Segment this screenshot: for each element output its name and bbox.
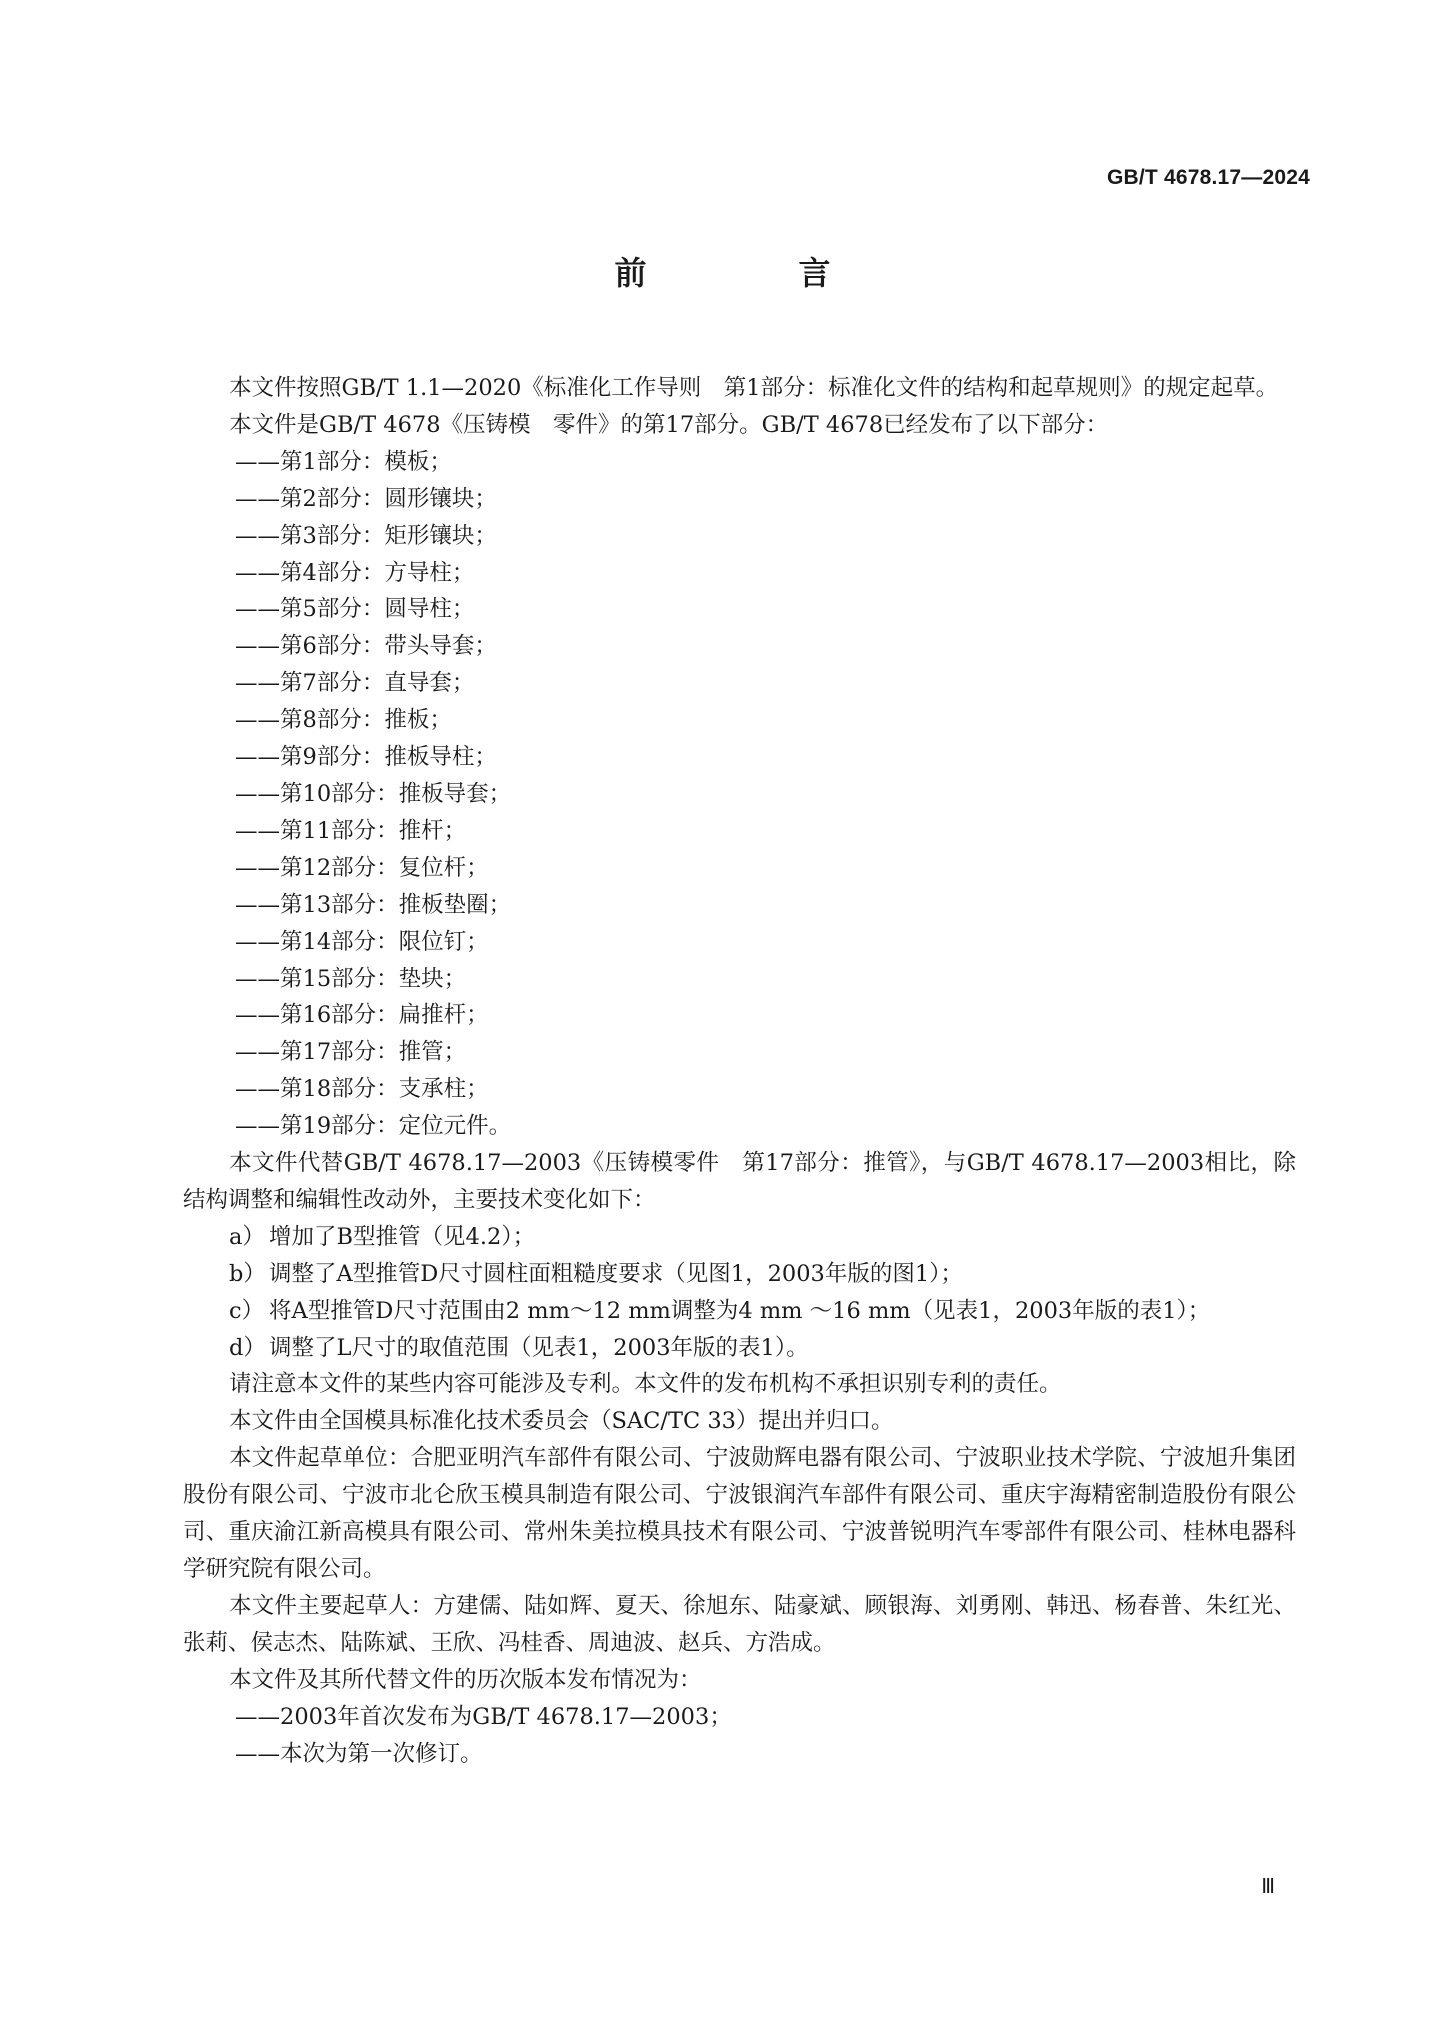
intro-paragraph-2: 本文件是GB/T 4678《压铸模 零件》的第17部分。GB/T 4678已经发布了以下部分： xyxy=(229,411,1109,438)
list-item xyxy=(183,1256,1296,1293)
history-list xyxy=(183,1699,1296,1773)
page-number: Ⅲ xyxy=(1261,1876,1275,1898)
list-item: ——第16部分：扁推杆； xyxy=(235,1002,489,1029)
list-item-text: 增加了B型推管（见4.2）； xyxy=(269,1223,536,1250)
list-item: ——第19部分：定位元件。 xyxy=(235,1113,512,1140)
list-item: ——第14部分：限位钉； xyxy=(235,928,489,955)
intro-paragraph-1: 本文件按照GB/T 1.1—2020《标准化工作导则 第1部分：标准化文件的结构和起草规则》的规定起草。 xyxy=(229,375,1279,401)
list-item: ——第1部分：模板； xyxy=(235,448,452,475)
list-marker: c） xyxy=(229,1297,265,1324)
list-item: ——第17部分：推管； xyxy=(235,1039,467,1066)
list-item-text: 调整了A型推管D尺寸圆柱面粗糙度要求（见图1，2003年版的图1）； xyxy=(269,1260,963,1287)
list-item: ——第10部分：推板导套； xyxy=(235,780,512,807)
list-item: ——第8部分：推板； xyxy=(235,707,452,734)
list-item: ——第3部分：矩形镶块； xyxy=(235,522,497,549)
list-item: ——第6部分：带头导套； xyxy=(235,633,497,660)
list-item: ——2003年首次发布为GB/T 4678.17—2003； xyxy=(235,1703,732,1730)
list-item: ——第13部分：推板垫圈； xyxy=(235,891,512,918)
list-item xyxy=(183,1293,1296,1330)
list-item-text: 将A型推管D尺寸范围由2 mm～12 mm调整为4 mm ～16 mm（见表1，2003年版的表1）； xyxy=(269,1297,1211,1324)
patent-notice: 请注意本文件的某些内容可能涉及专利。本文件的发布机构不承担识别专利的责任。 xyxy=(229,1371,1062,1398)
list-item: ——第9部分：推板导柱； xyxy=(235,744,497,771)
changes-list xyxy=(183,1219,1296,1367)
list-item-text: 调整了L尺寸的取值范围（见表1，2003年版的表1）。 xyxy=(269,1334,809,1361)
list-item xyxy=(183,1219,1296,1256)
proposer-paragraph: 本文件由全国模具标准化技术委员会（SAC/TC 33）提出并归口。 xyxy=(229,1408,894,1435)
history-intro: 本文件及其所代替文件的历次版本发布情况为： xyxy=(229,1666,702,1693)
list-marker: b） xyxy=(229,1260,266,1287)
drafters-paragraph: 本文件主要起草人：方建儒、陆如辉、夏天、徐旭东、陆豪斌、顾银海、刘勇刚、韩迅、杨春普、朱红光、张莉、侯志杰、陆陈斌、王欣、冯桂香、周迪波、赵兵、方浩成。 xyxy=(183,1592,1296,1656)
standard-code: GB/T 4678.17—2024 xyxy=(1106,166,1310,189)
list-item: ——本次为第一次修订。 xyxy=(235,1740,483,1767)
parts-list xyxy=(183,444,1296,1145)
list-item: ——第18部分：支承柱； xyxy=(235,1076,489,1103)
list-item: ——第11部分：推杆； xyxy=(235,817,467,844)
list-item: ——第12部分：复位杆； xyxy=(235,854,489,881)
list-item: ——第7部分：直导套； xyxy=(235,670,475,697)
page-title: 前 言 xyxy=(614,254,891,292)
list-item: ——第2部分：圆形镶块； xyxy=(235,485,497,512)
list-item: ——第5部分：圆导柱； xyxy=(235,596,475,623)
replacement-paragraph: 本文件代替GB/T 4678.17—2003《压铸模零件 第17部分：推管》，与GB/T 4678.17—2003相比，除结构调整和编辑性改动外，主要技术变化如下： xyxy=(183,1150,1296,1213)
list-item: ——第4部分：方导柱； xyxy=(235,559,475,586)
drafting-units-paragraph: 本文件起草单位：合肥亚明汽车部件有限公司、宁波勋辉电器有限公司、宁波职业技术学院、宁波旭升集团股份有限公司、宁波市北仑欣玉模具制造有限公司、宁波银润汽车部件有限公司、重庆宇海精密制造股份有限公司、重庆渝江新高模具有限公司、常州朱美拉模具技术有限公司、宁波普锐明汽车零部件有限公司、桂林电器科学研究院有限公司。 xyxy=(183,1445,1296,1582)
list-item: ——第15部分：垫块； xyxy=(235,965,467,992)
foreword-body xyxy=(183,370,1296,1772)
list-marker: a） xyxy=(229,1223,265,1250)
list-item xyxy=(183,1330,1296,1367)
list-marker: d） xyxy=(229,1334,266,1361)
